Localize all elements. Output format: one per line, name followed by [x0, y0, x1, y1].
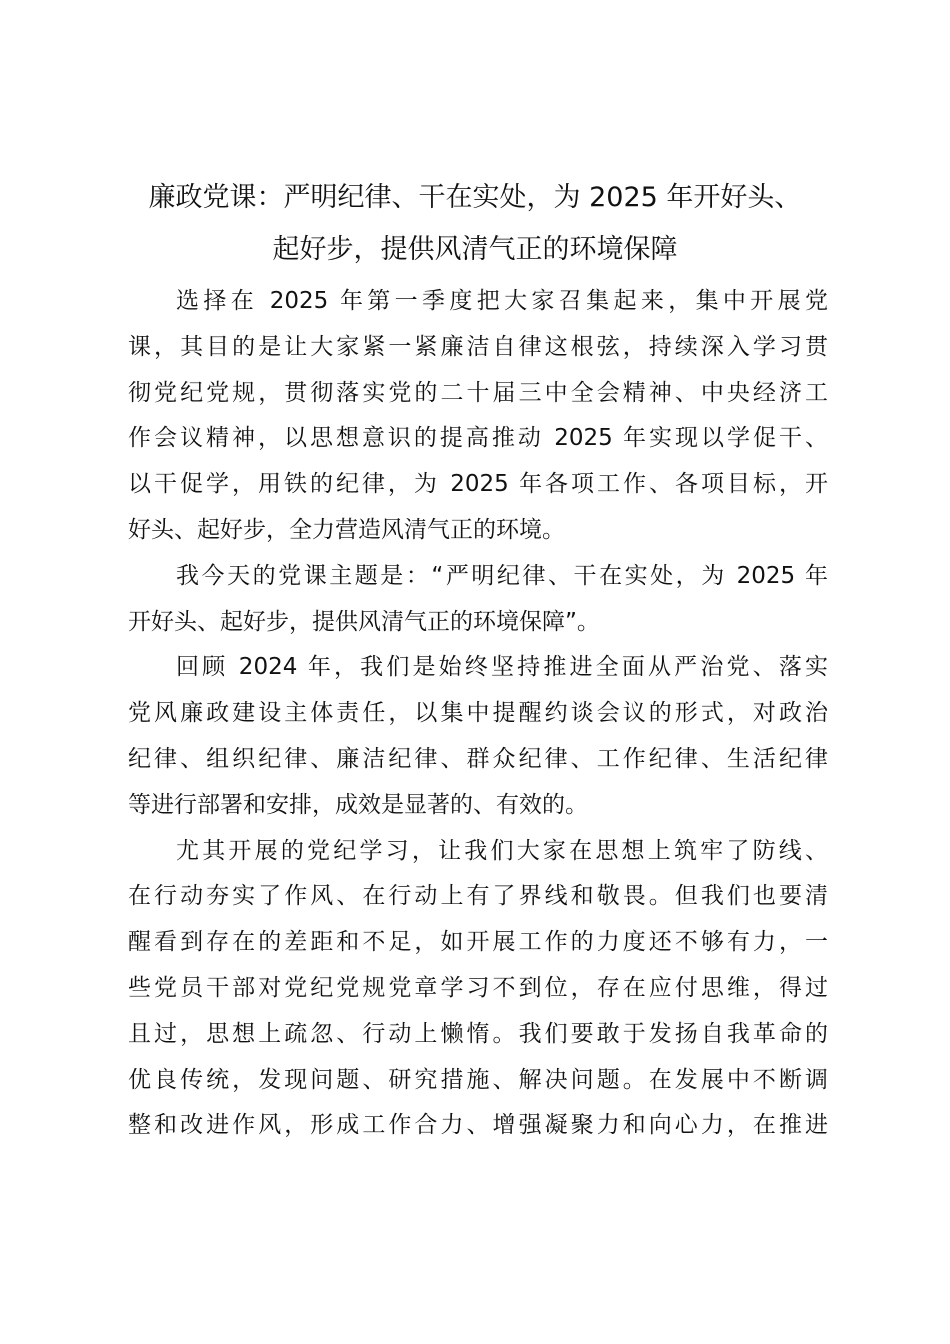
paragraph-line: 我今天的党课主题是：“严明纪律、干在实处，为 2025 年 [176, 562, 828, 589]
paragraph-line: 好头、起好步，全力营造风清气正的环境。 [128, 516, 565, 543]
paragraph-line: 选择在 2025 年第一季度把大家召集起来，集中开展党 [176, 288, 828, 314]
paragraph-line: 整和改进作风，形成工作合力、增强凝聚力和向心力，在推进 [128, 1112, 828, 1139]
paragraph-line: 作会议精神，以思想意识的提高推动 2025 年实现以学促干、 [128, 425, 828, 452]
paragraph-line: 些党员干部对党纪党规党章学习不到位，存在应付思维，得过 [128, 974, 828, 1001]
paragraph-line: 党风廉政建设主体责任，以集中提醒约谈会议的形式，对政治 [128, 700, 828, 727]
title-line: 起好步，提供风清气正的环境保障 [272, 234, 678, 265]
paragraph-line: 且过，思想上疏忽、行动上懒惰。我们要敢于发扬自我革命的 [128, 1020, 828, 1047]
paragraph-line: 等进行部署和安排，成效是显著的、有效的。 [128, 791, 588, 818]
paragraph-line: 彻党纪党规，贯彻落实党的二十届三中全会精神、中央经济工 [128, 379, 828, 406]
paragraph-1 [128, 279, 828, 554]
paragraph-line: 开好头、起好步，提供风清气正的环境保障”。 [128, 608, 600, 635]
paragraph-line: 回顾 2024 年，我们是始终坚持推进全面从严治党、落实 [176, 654, 828, 681]
paragraph-2 [128, 554, 828, 646]
paragraph-line: 在行动夯实了作风、在行动上有了界线和敬畏。但我们也要清 [128, 883, 828, 910]
paragraph-4 [128, 829, 828, 1150]
paragraph-line: 尤其开展的党纪学习，让我们大家在思想上筑牢了防线、 [176, 837, 828, 864]
paragraph-line: 纪律、组织纪律、廉洁纪律、群众纪律、工作纪律、生活纪律 [128, 745, 828, 772]
title-line: 廉政党课：严明纪律、干在实处，为 2025 年开好头、 [148, 182, 802, 213]
paragraph-line: 醒看到存在的差距和不足，如开展工作的力度还不够有力，一 [128, 929, 828, 956]
paragraph-3 [128, 645, 828, 828]
document-title [100, 172, 850, 276]
paragraph-line: 课，其目的是让大家紧一紧廉洁自律这根弦，持续深入学习贯 [128, 333, 828, 360]
paragraph-line: 优良传统，发现问题、研究措施、解决问题。在发展中不断调 [128, 1066, 828, 1093]
paragraph-line: 以干促学，用铁的纪律，为 2025 年各项工作、各项目标，开 [128, 471, 828, 498]
document-body [128, 279, 828, 1149]
